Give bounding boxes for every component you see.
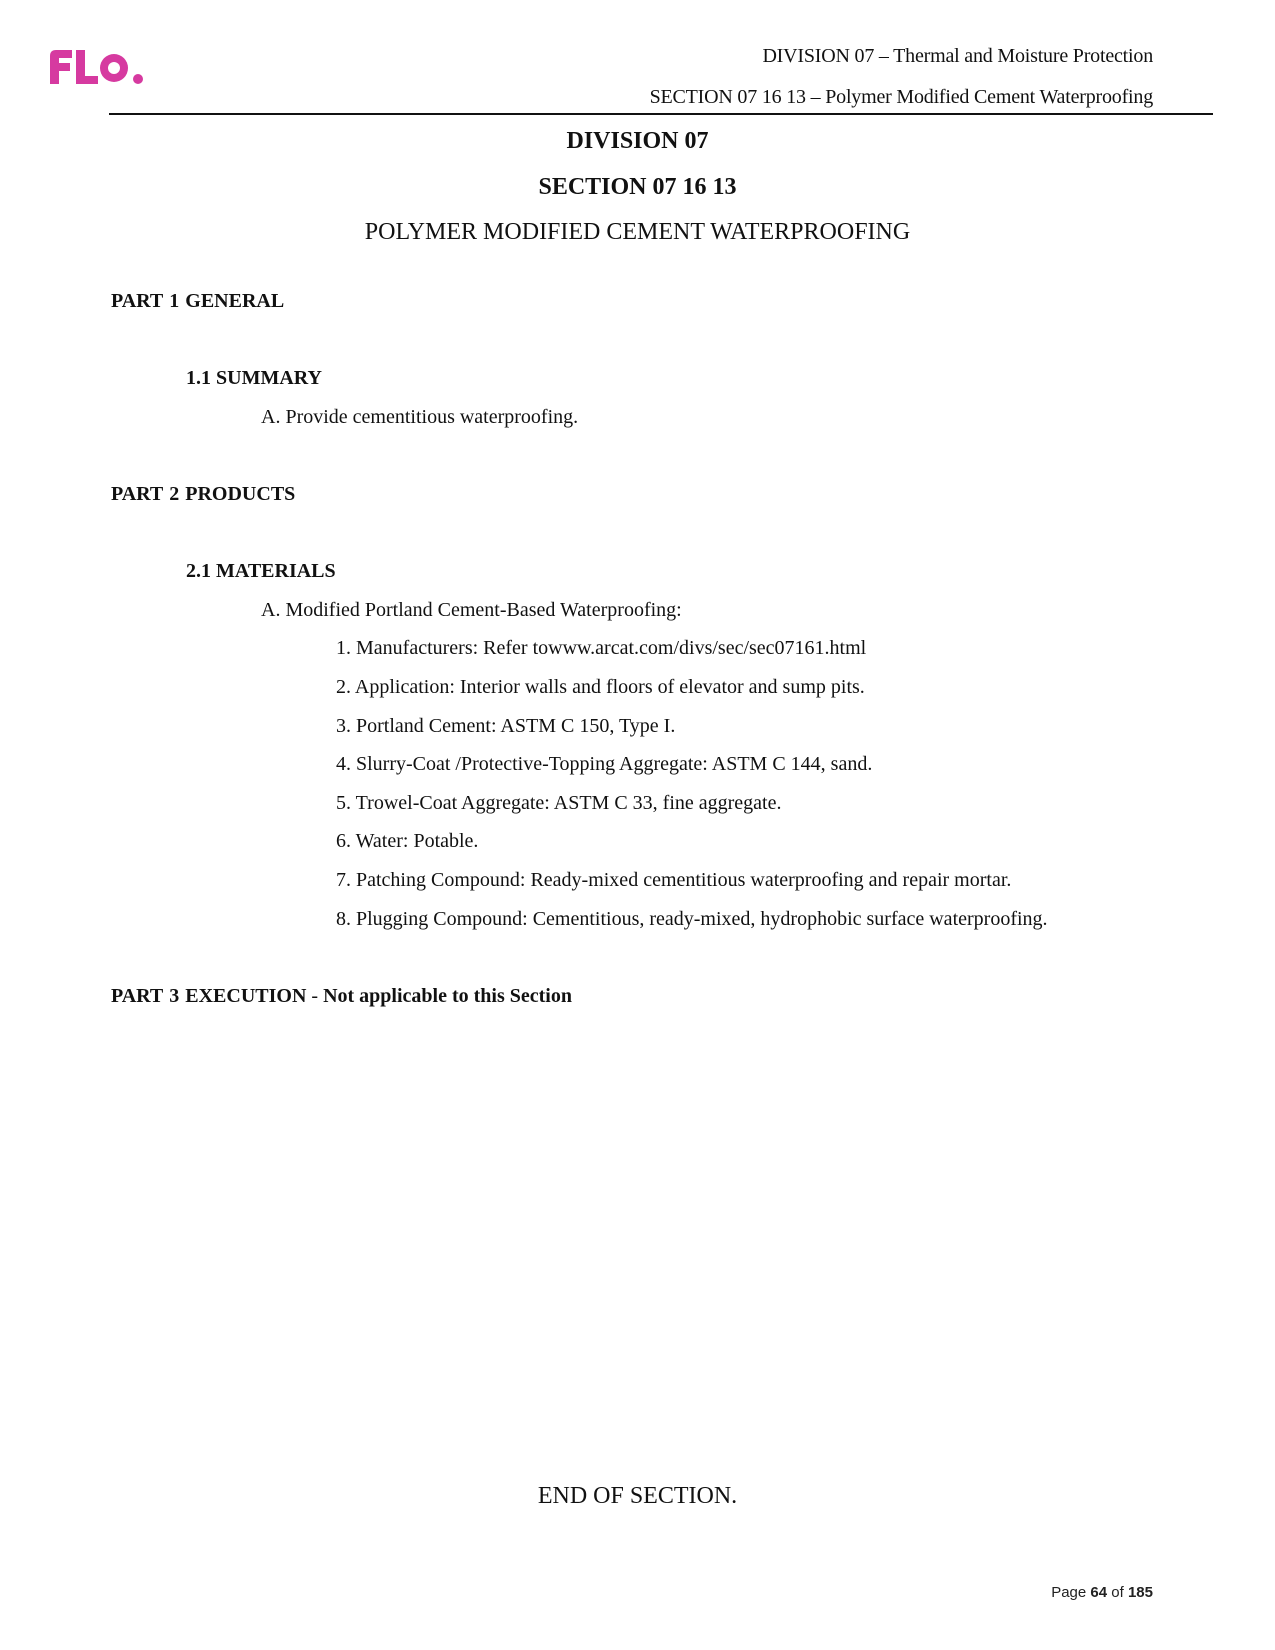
part1-number: 1: [169, 290, 180, 312]
part3-heading: [111, 985, 572, 1008]
flo-logo: [46, 44, 146, 88]
materials-item: 3. Portland Cement: ASTM C 150, Type I.: [336, 715, 676, 737]
part2-para-a: A. Modified Portland Cement-Based Waterproofing:: [261, 599, 682, 621]
materials-item: 8. Plugging Compound: Cementitious, ready-mixed, hydrophobic surface waterproofing.: [336, 908, 1048, 930]
header-division-line: DIVISION 07 – Thermal and Moisture Protection: [762, 45, 1153, 67]
title-division: DIVISION 07: [566, 128, 709, 154]
materials-item: 1. Manufacturers: Refer towww.arcat.com/divs/sec/sec07161.html: [336, 637, 867, 659]
part3-label: PART: [111, 985, 164, 1007]
part2-label: PART: [111, 483, 164, 505]
materials-item: 2. Application: Interior walls and floors of elevator and sump pits.: [336, 676, 865, 698]
materials-item: 4. Slurry-Coat /Protective-Topping Aggregate: ASTM C 144, sand.: [336, 753, 873, 775]
title-name: POLYMER MODIFIED CEMENT WATERPROOFING: [364, 219, 911, 245]
part2-subsection: 2.1 MATERIALS: [186, 560, 336, 582]
part3-title: EXECUTION: [185, 985, 307, 1007]
end-of-section: END OF SECTION.: [537, 1483, 738, 1509]
part1-heading: [111, 290, 284, 313]
part1-title: GENERAL: [185, 290, 285, 312]
materials-item: 5. Trowel-Coat Aggregate: ASTM C 33, fine aggregate.: [336, 792, 782, 814]
part3-separator: -: [306, 985, 324, 1007]
part3-note: Not applicable to this Section: [323, 985, 572, 1007]
part2-heading: [111, 483, 295, 506]
materials-item: 6. Water: Potable.: [336, 830, 479, 852]
part1-subsection: 1.1 SUMMARY: [186, 367, 322, 389]
page-of: of: [1111, 1584, 1124, 1601]
page-label: Page: [1051, 1584, 1087, 1601]
materials-item: 7. Patching Compound: Ready-mixed cementitious waterproofing and repair mortar.: [336, 869, 1012, 891]
header-rule: [109, 113, 1213, 115]
part1-label: PART: [111, 290, 164, 312]
page-number: [1051, 1584, 1153, 1601]
title-section: SECTION 07 16 13: [538, 174, 737, 200]
part3-number: 3: [169, 985, 180, 1007]
page-total: 185: [1127, 1584, 1153, 1601]
part1-para-a: A. Provide cementitious waterproofing.: [261, 406, 579, 428]
page-current: 64: [1090, 1584, 1108, 1601]
part2-number: 2: [169, 483, 180, 505]
header-section-line: SECTION 07 16 13 – Polymer Modified Cement Waterproofing: [649, 86, 1153, 108]
part2-title: PRODUCTS: [185, 483, 296, 505]
